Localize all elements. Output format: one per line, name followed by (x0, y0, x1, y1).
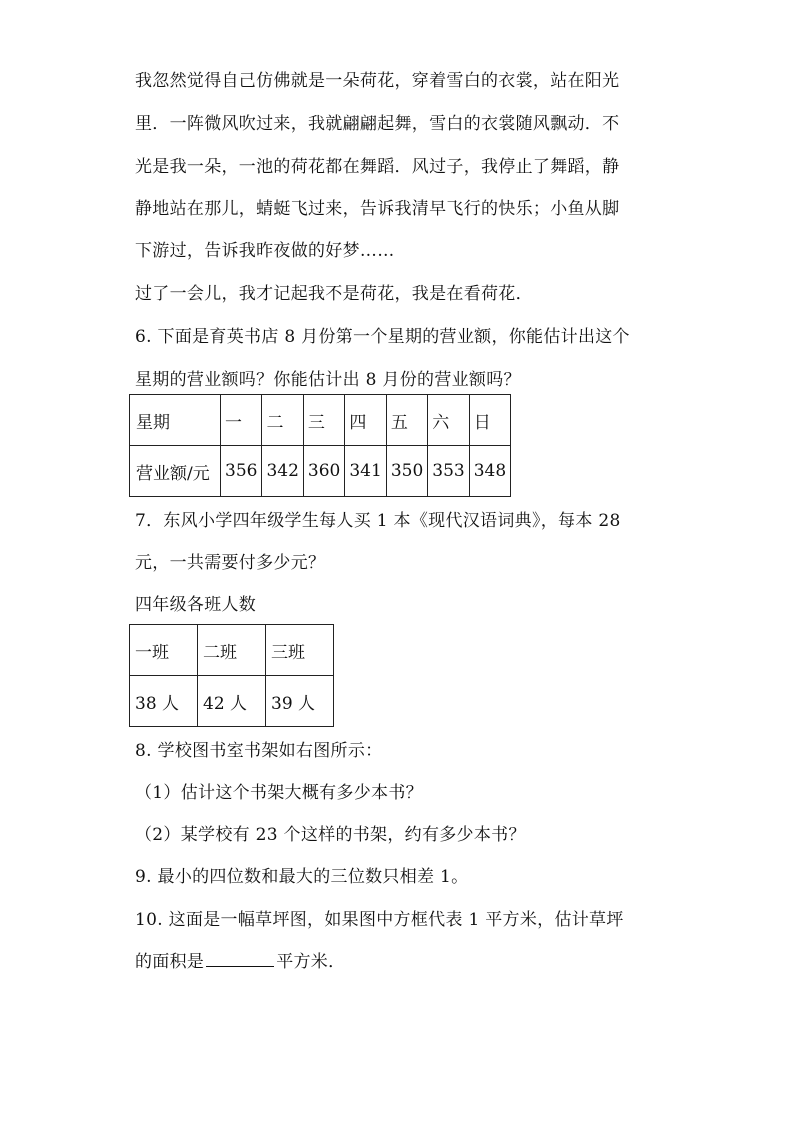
passage-line-1: 我忽然觉得自己仿佛就是一朵荷花，穿着雪白的衣裳，站在阳光 (135, 71, 620, 91)
sales-table (129, 394, 511, 497)
sales-value-cell: 348 (469, 446, 510, 497)
table-row (130, 446, 511, 497)
question-7-line-1: 7．东风小学四年级学生每人买 1 本《现代汉语词典》，每本 28 (135, 511, 621, 531)
question-10-line-2-before: 的面积是 (135, 952, 205, 972)
passage-line-6: 过了一会儿，我才记起我不是荷花，我是在看荷花． (135, 284, 533, 304)
sales-value-cell: 356 (221, 446, 262, 497)
class-count-cell: 38 人 (130, 676, 198, 727)
sales-value-cell: 350 (386, 446, 427, 497)
class-count-cell: 42 人 (198, 676, 266, 727)
passage-line-3: 光是我一朵，一池的荷花都在舞蹈．风过子，我停止了舞蹈，静 (135, 157, 620, 177)
question-7-line-2: 元，一共需要付多少元？ (135, 553, 326, 573)
table-header-cell: 星期 (130, 395, 221, 446)
question-10-line-1: 10. 这面是一幅草坪图，如果图中方框代表 1 平方米，估计草坪 (135, 910, 624, 930)
class-table-caption: 四年级各班人数 (135, 595, 257, 615)
table-row (130, 625, 334, 676)
question-8-sub-1: （1）估计这个书架大概有多少本书？ (135, 783, 423, 803)
question-9-line-1: 9. 最小的四位数和最大的三位数只相差 1。 (135, 867, 469, 887)
class-count-cell: 39 人 (266, 676, 334, 727)
passage-line-4: 静地站在那儿，蜻蜓飞过来，告诉我清早飞行的快乐；小鱼从脚 (135, 199, 620, 219)
sales-value-cell: 360 (303, 446, 344, 497)
sales-value-cell: 341 (345, 446, 386, 497)
table-row-label: 营业额/元 (130, 446, 221, 497)
day-cell: 日 (469, 395, 510, 446)
day-cell: 二 (262, 395, 303, 446)
day-cell: 一 (221, 395, 262, 446)
passage-line-5: 下游过，告诉我昨夜做的好梦…… (135, 241, 395, 261)
answer-blank[interactable] (206, 965, 274, 967)
day-cell: 六 (428, 395, 469, 446)
sales-value-cell: 342 (262, 446, 303, 497)
table-row (130, 395, 511, 446)
class-count-table (129, 624, 334, 727)
question-8-sub-2: （2）某学校有 23 个这样的书架，约有多少本书？ (135, 825, 526, 845)
class-name-cell: 一班 (130, 625, 198, 676)
sales-value-cell: 353 (428, 446, 469, 497)
class-name-cell: 二班 (198, 625, 266, 676)
passage-line-2: 里．一阵微风吹过来，我就翩翩起舞，雪白的衣裳随风飘动．不 (135, 114, 620, 134)
day-cell: 五 (386, 395, 427, 446)
day-cell: 三 (303, 395, 344, 446)
day-cell: 四 (345, 395, 386, 446)
question-10-line-2 (135, 951, 345, 973)
class-name-cell: 三班 (266, 625, 334, 676)
question-6-line-2: 星期的营业额吗？你能估计出 8 月份的营业额吗？ (135, 370, 521, 390)
question-8-line-1: 8. 学校图书室书架如右图所示： (135, 741, 383, 761)
table-row (130, 676, 334, 727)
question-10-line-2-after: 平方米． (276, 952, 346, 972)
question-6-line-1: 6. 下面是育英书店 8 月份第一个星期的营业额，你能估计出这个 (135, 327, 630, 347)
